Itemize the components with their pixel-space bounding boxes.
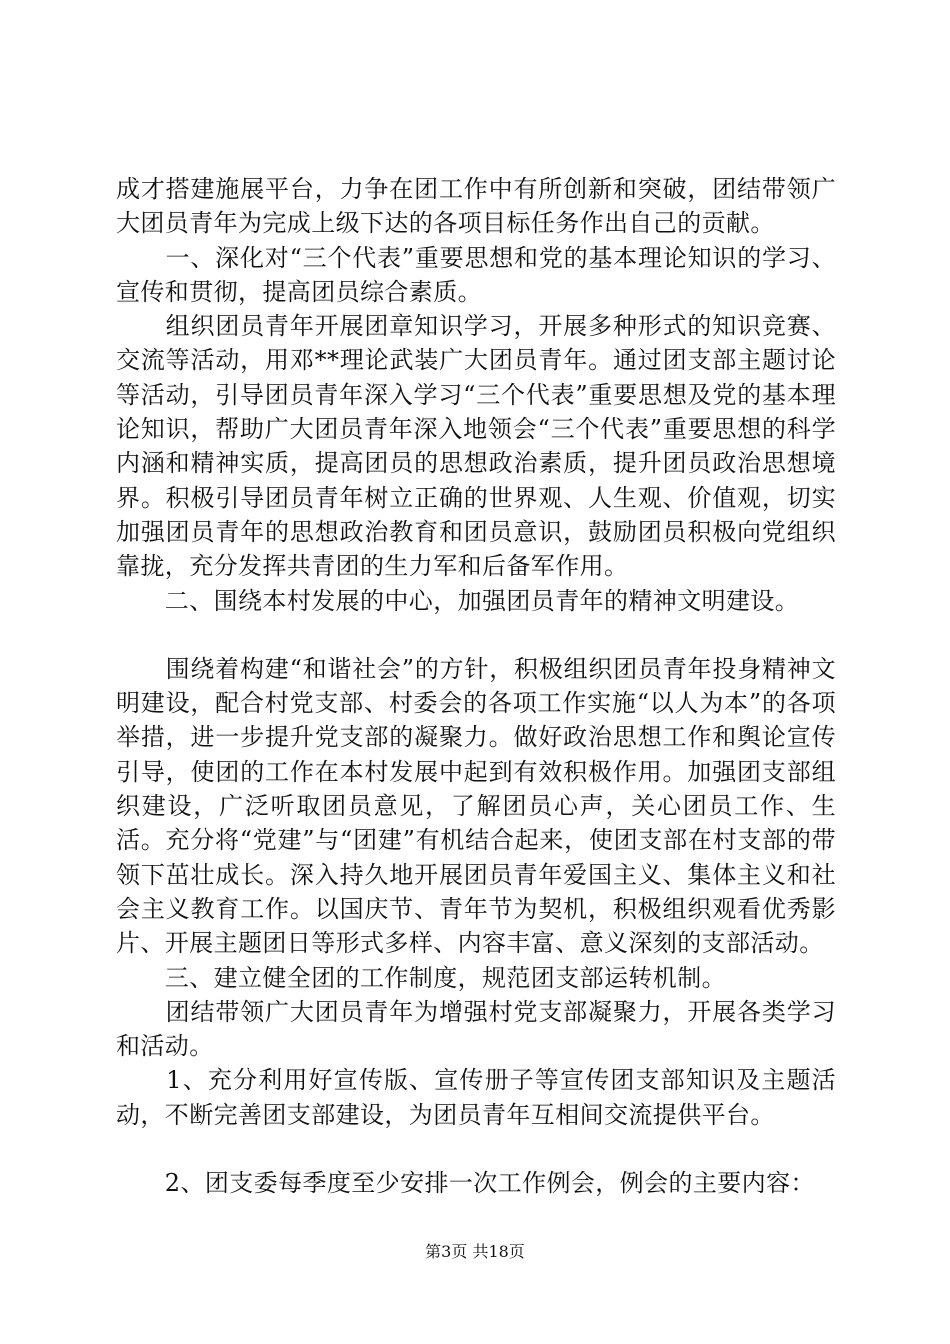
list-item-1: 1、充分利用好宣传版、宣传册子等宣传团支部知识及主题活动，不断完善团支部建设，为团员青年互相间交流提供平台。 bbox=[116, 1066, 836, 1129]
paragraph-intro-continuation: 成才搭建施展平台，力争在团工作中有所创新和突破，团结带领广大团员青年为完成上级下达的各项目标任务作出自己的贡献。 bbox=[116, 175, 836, 238]
section-heading-2: 二、围绕本村发展的中心，加强团员青年的精神文明建设。 bbox=[116, 586, 800, 615]
list-item-2: 2、团支委每季度至少安排一次工作例会，例会的主要内容： bbox=[116, 1169, 815, 1198]
paragraph-section-2-body: 围绕着构建“和谐社会”的方针，积极组织团员青年投身精神文明建设，配合村党支部、村委会的各项工作实施“以人为本”的各项举措，进一步提升党支部的凝聚力。做好政治思想工作和舆论宣传引导，使团的工作在本村发展中起到有效积极作用。加强团支部组织建设，广泛听取团员意见，了解团员心声，关心团员工作、生活。充分将“党建”与“团建”有机结合起来，使团支部在村支部的带领下茁壮成长。深入持久地开展团员青年爱国主义、集体主义和社会主义教育工作。以国庆节、青年节为契机，积极组织观看优秀影片、开展主题团日等形式多样、内容丰富、意义深刻的支部活动。 bbox=[116, 654, 836, 958]
paragraph-section-3-intro: 团结带领广大团员青年为增强村党支部凝聚力，开展各类学习和活动。 bbox=[116, 997, 836, 1061]
page-footer bbox=[0, 1242, 950, 1262]
paragraph-section-1-body: 组织团员青年开展团章知识学习，开展多种形式的知识竞赛、交流等活动，用邓**理论武装广大团员青年。通过团支部主题讨论等活动，引导团员青年深入学习“三个代表”重要思想及党的基本理论知识，帮助广大团员青年深入地领会“三个代表”重要思想的科学内涵和精神实质，提高团员的思想政治素质，提升团员政治思想境界。积极引导团员青年树立正确的世界观、人生观、价值观，切实加强团员青年的思想政治教育和团员意识，鼓励团员积极向党组织靠拢，充分发挥共青团的生力军和后备军作用。 bbox=[116, 312, 836, 581]
section-heading-3: 三、建立健全团的工作制度，规范团支部运转机制。 bbox=[116, 963, 726, 992]
section-heading-1: 一、深化对“三个代表”重要思想和党的基本理论知识的学习、宣传和贯彻，提高团员综合素质。 bbox=[116, 243, 836, 306]
page-number-label: 第3页 共18页 bbox=[425, 1242, 525, 1261]
document-body bbox=[116, 172, 836, 1200]
